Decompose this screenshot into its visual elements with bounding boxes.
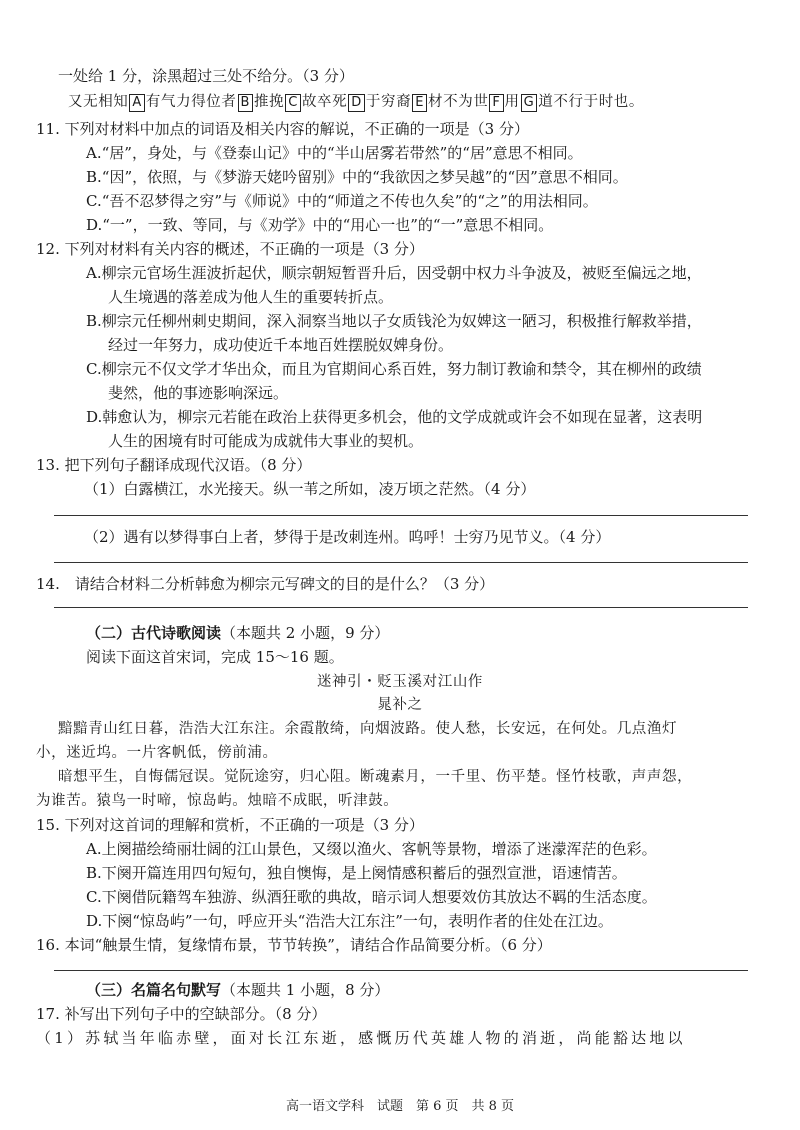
question-15-option-d: D.下阕“惊岛屿”一句，呼应开头“浩浩大江东注”一句，表明作者的住处在江边。 [86, 912, 613, 930]
question-14-stem: 14. 请结合材料二分析韩愈为柳宗元写碑文的目的是什么？（3 分） [36, 575, 495, 593]
poem-line: 黯黯青山红日暮，浩浩大江东注。余霞散绮，向烟波路。使人愁，长安远，在何处。几点渔灯 [58, 721, 678, 737]
section-2-intro: 阅读下面这首宋词，完成 15～16 题。 [86, 648, 344, 666]
page-footer: 高一语文学科 试题 第 6 页 共 8 页 [285, 1099, 515, 1114]
answer-line [54, 562, 748, 563]
break-point-box-d[interactable]: D [348, 94, 365, 112]
poem-title: 迷神引・贬玉溪对江山作 [316, 674, 484, 690]
break-point-box-a[interactable]: A [129, 94, 145, 112]
question-12-option-a-line2: 人生境遇的落差成为他人生的重要转折点。 [108, 288, 394, 306]
question-11-stem: 11. 下列对材料中加点的词语及相关内容的解说，不正确的一项是（3 分） [36, 120, 529, 138]
question-13-sentence-1: （1）白露横江，水光接天。纵一苇之所如，凌万顷之茫然。（4 分） [84, 480, 536, 498]
poem-line: 暗想平生，自悔儒冠误。觉阮途穷，归心阻。断魂素月，一千里、伤平楚。怪竹枝歌，声声怨， [58, 769, 693, 785]
sentence-fragment: 于穷裔 [365, 94, 412, 110]
break-point-box-c[interactable]: C [285, 94, 301, 112]
answer-line [54, 970, 748, 971]
question-17-stem: 17. 补写出下列句子中的空缺部分。（8 分） [36, 1005, 327, 1023]
question-11-option-a: A.“居”，身处，与《登泰山记》中的“半山居雾若带然”的“居”意思不相同。 [86, 144, 583, 162]
section-3-heading-title: （三）名篇名句默写 [86, 981, 222, 999]
question-12-option-c-line1: C.柳宗元不仅文学才华出众，而且为官期间心系百姓，努力制订教谕和禁令，其在柳州的政绩 [86, 360, 702, 378]
question-17-sentence-1: （1）苏轼当年临赤壁，面对长江东逝，感慨历代英雄人物的消逝，尚能豁达地以 [36, 1029, 686, 1047]
section-2-heading-title: （二）古代诗歌阅读 [86, 624, 222, 642]
sentence-fragment: 材不为世 [428, 94, 489, 110]
section-2-heading-detail: （本题共 2 小题，9 分） [221, 624, 390, 642]
question-11-option-c: C.“吾不忍梦得之穷”与《师说》中的“师道之不传也久矣”的“之”的用法相同。 [86, 192, 598, 210]
question-13-sentence-2: （2）遇有以梦得事白上者，梦得于是改刺连州。呜呼！士穷乃见节义。（4 分） [84, 528, 611, 546]
break-point-box-g[interactable]: G [521, 94, 538, 112]
poem-line: 为谁苦。猿鸟一时啼，惊岛屿。烛暗不成眠，听津鼓。 [36, 793, 399, 809]
question-11-option-b: B.“因”，依照，与《梦游天姥吟留别》中的“我欲因之梦吴越”的“因”意思不相同。 [86, 168, 628, 186]
question-12-option-b-line2: 经过一年努力，成功使近千本地百姓摆脱奴婢身份。 [108, 336, 454, 354]
question-12-option-b-line1: B.柳宗元任柳州刺史期间，深入洞察当地以子女质钱沦为奴婢这一陋习，积极推行解救举措， [86, 312, 702, 330]
sentence-fragment: 道不行于时也。 [538, 94, 644, 110]
answer-instruction: 一处给 1 分，涂黑超过三处不给分。（3 分） [58, 67, 354, 85]
question-13-stem: 13. 把下列句子翻译成现代汉语。（8 分） [36, 456, 312, 474]
sentence-fragment: 有气力得位者 [145, 94, 237, 110]
answer-line [54, 515, 748, 516]
question-12-stem: 12. 下列对材料有关内容的概述，不正确的一项是（3 分） [36, 240, 424, 258]
section-2-heading [86, 623, 389, 643]
break-point-box-f[interactable]: F [489, 94, 503, 112]
question-12-option-d-line1: D.韩愈认为，柳宗元若能在政治上获得更多机会，他的文学成就或许会不如现在显著，这表明 [86, 408, 703, 426]
question-12-option-a-line1: A.柳宗元官场生涯波折起伏，顺宗朝短暂晋升后，因受朝中权力斗争波及，被贬至偏远之地， [86, 264, 702, 282]
question-15-option-b: B.下阕开篇连用四句短句，独自懊悔，是上阕情感积蓄后的强烈宣泄，语速情苦。 [86, 864, 627, 882]
question-15-option-c: C.下阕借阮籍驾车独游、纵酒狂歌的典故，暗示词人想要效仿其放达不羁的生活态度。 [86, 888, 657, 906]
question-15-stem: 15. 下列对这首词的理解和赏析，不正确的一项是（3 分） [36, 816, 424, 834]
sentence-fragment: 推挽 [254, 94, 285, 110]
question-11-option-d: D.“一”，一致、等同，与《劝学》中的“用心一也”的“一”意思不相同。 [86, 216, 554, 234]
sentence-fragment: 用 [504, 94, 520, 110]
section-3-heading [86, 980, 389, 1000]
question-12-option-d-line2: 人生的困境有时可能成为成就伟大事业的契机。 [108, 432, 424, 450]
question-12-option-c-line2: 斐然，他的事迹影响深远。 [108, 384, 289, 402]
sentence-fragment: 故卒死 [301, 94, 348, 110]
question-16-stem: 16. 本词“触景生情，复缘情布景，节节转换”，请结合作品简要分析。（6 分） [36, 936, 552, 954]
sentence-fragment: 又无相知 [68, 94, 129, 110]
boxed-sentence [68, 92, 644, 112]
poem-line: 小，迷近坞。一片客帆低，傍前浦。 [36, 745, 278, 761]
break-point-box-b[interactable]: B [238, 94, 254, 112]
answer-line [54, 607, 748, 608]
section-3-heading-detail: （本题共 1 小题，8 分） [221, 981, 390, 999]
question-15-option-a: A.上阕描绘绮丽壮阔的江山景色，又缀以渔火、客帆等景物，增添了迷濛浑茫的色彩。 [86, 840, 657, 858]
poem-author: 晁补之 [377, 697, 423, 713]
break-point-box-e[interactable]: E [412, 94, 427, 112]
